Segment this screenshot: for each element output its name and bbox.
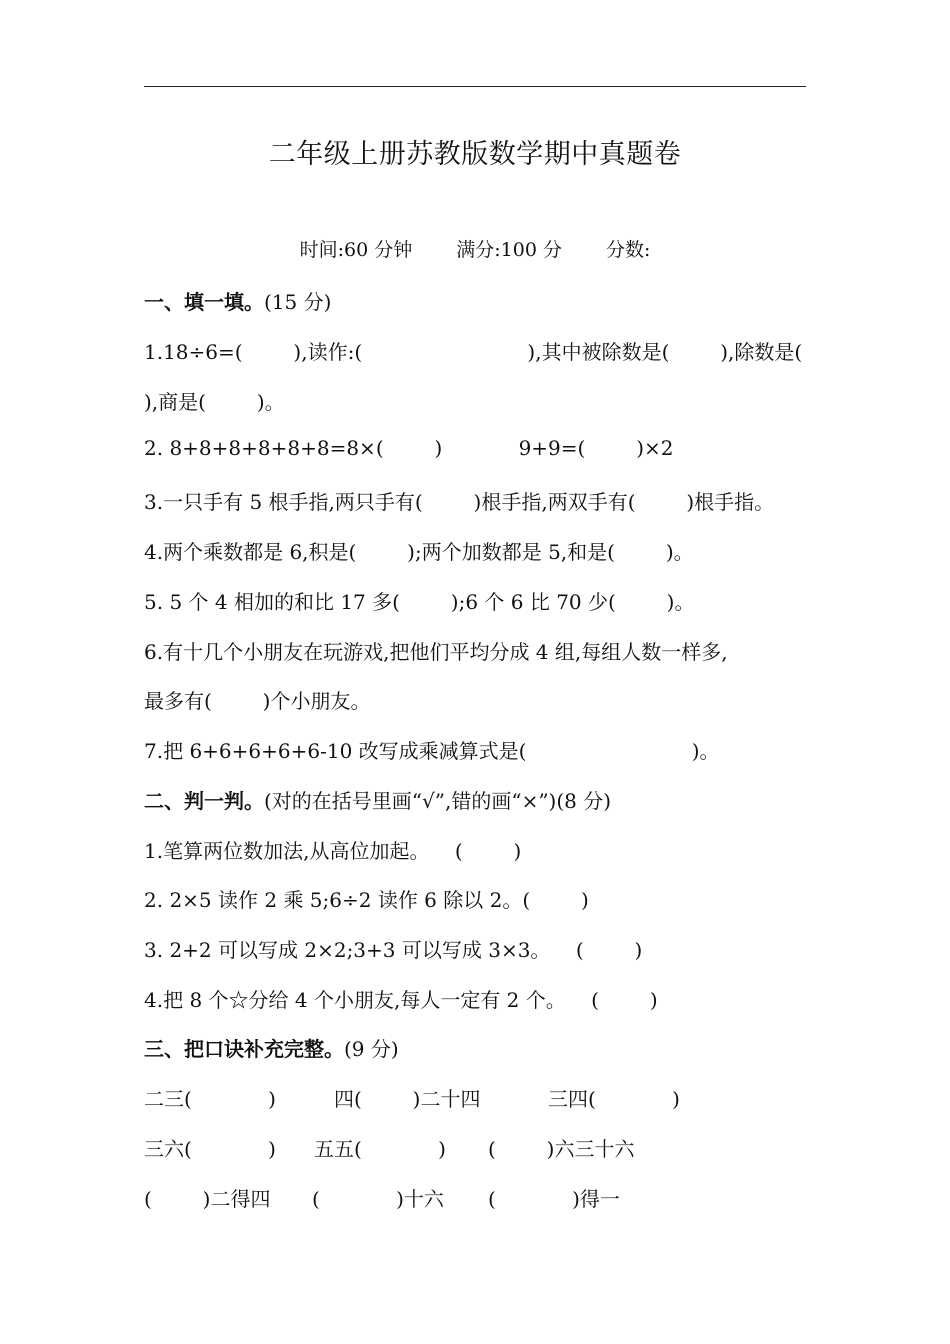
mnemonic-item: 五五( ) (314, 1137, 446, 1161)
question-1-4: 4.两个乘数都是 6,积是( );两个加数都是 5,和是( )。 (144, 540, 694, 564)
mnemonic-item: 三四( ) (548, 1087, 680, 1111)
question-1-6-cont: 最多有( )个小朋友。 (144, 689, 371, 713)
top-rule (144, 86, 806, 87)
question-1-2: 2. 8+8+8+8+8+8=8×( ) 9+9=( )×2 (144, 436, 674, 460)
question-1-1: 1.18÷6=( ),读作:( ),其中被除数是( ),除数是( (144, 340, 803, 364)
mnemonic-item: ( )十六 (312, 1187, 444, 1211)
mnemonic-item: 四( )二十四 (334, 1087, 481, 1111)
exam-meta (0, 235, 950, 262)
question-2-4: 4.把 8 个☆分给 4 个小朋友,每人一定有 2 个。 ( ) (144, 988, 658, 1012)
mnemonic-item: ( )二得四 (144, 1187, 271, 1211)
meta-time: 时间:60 分钟 (299, 239, 413, 261)
question-1-1-cont: ),商是( )。 (144, 390, 285, 414)
question-1-5: 5. 5 个 4 相加的和比 17 多( );6 个 6 比 70 少( )。 (144, 590, 695, 614)
mnemonic-row-3 (144, 1183, 620, 1279)
question-2-1: 1.笔算两位数加法,从高位加起。 ( ) (144, 839, 522, 863)
page-title: 二年级上册苏教版数学期中真题卷 (268, 139, 682, 170)
mnemonic-item: ( )六三十六 (488, 1137, 635, 1161)
mnemonic-item: 二三( ) (144, 1087, 276, 1111)
section-2-heading: 二、判一判。(对的在括号里画“√”,错的画“×”)(8 分) (144, 789, 612, 813)
section-1-heading: 一、填一填。(15 分) (144, 290, 332, 314)
question-1-7: 7.把 6+6+6+6+6-10 改写成乘减算式是( )。 (144, 739, 720, 763)
section-3-heading: 三、把口诀补充完整。(9 分) (144, 1037, 399, 1061)
question-2-2: 2. 2×5 读作 2 乘 5;6÷2 读作 6 除以 2。( ) (144, 888, 589, 912)
meta-full-score: 满分:100 分 (456, 239, 562, 261)
mnemonic-item: ( )得一 (488, 1187, 620, 1211)
question-2-3: 3. 2+2 可以写成 2×2;3+3 可以写成 3×3。 ( ) (144, 938, 643, 962)
question-1-6: 6.有十几个小朋友在玩游戏,把他们平均分成 4 组,每组人数一样多, (144, 640, 728, 664)
meta-score: 分数: (605, 239, 651, 261)
question-1-3: 3.一只手有 5 根手指,两只手有( )根手指,两双手有( )根手指。 (144, 490, 775, 514)
mnemonic-item: 三六( ) (144, 1137, 276, 1161)
